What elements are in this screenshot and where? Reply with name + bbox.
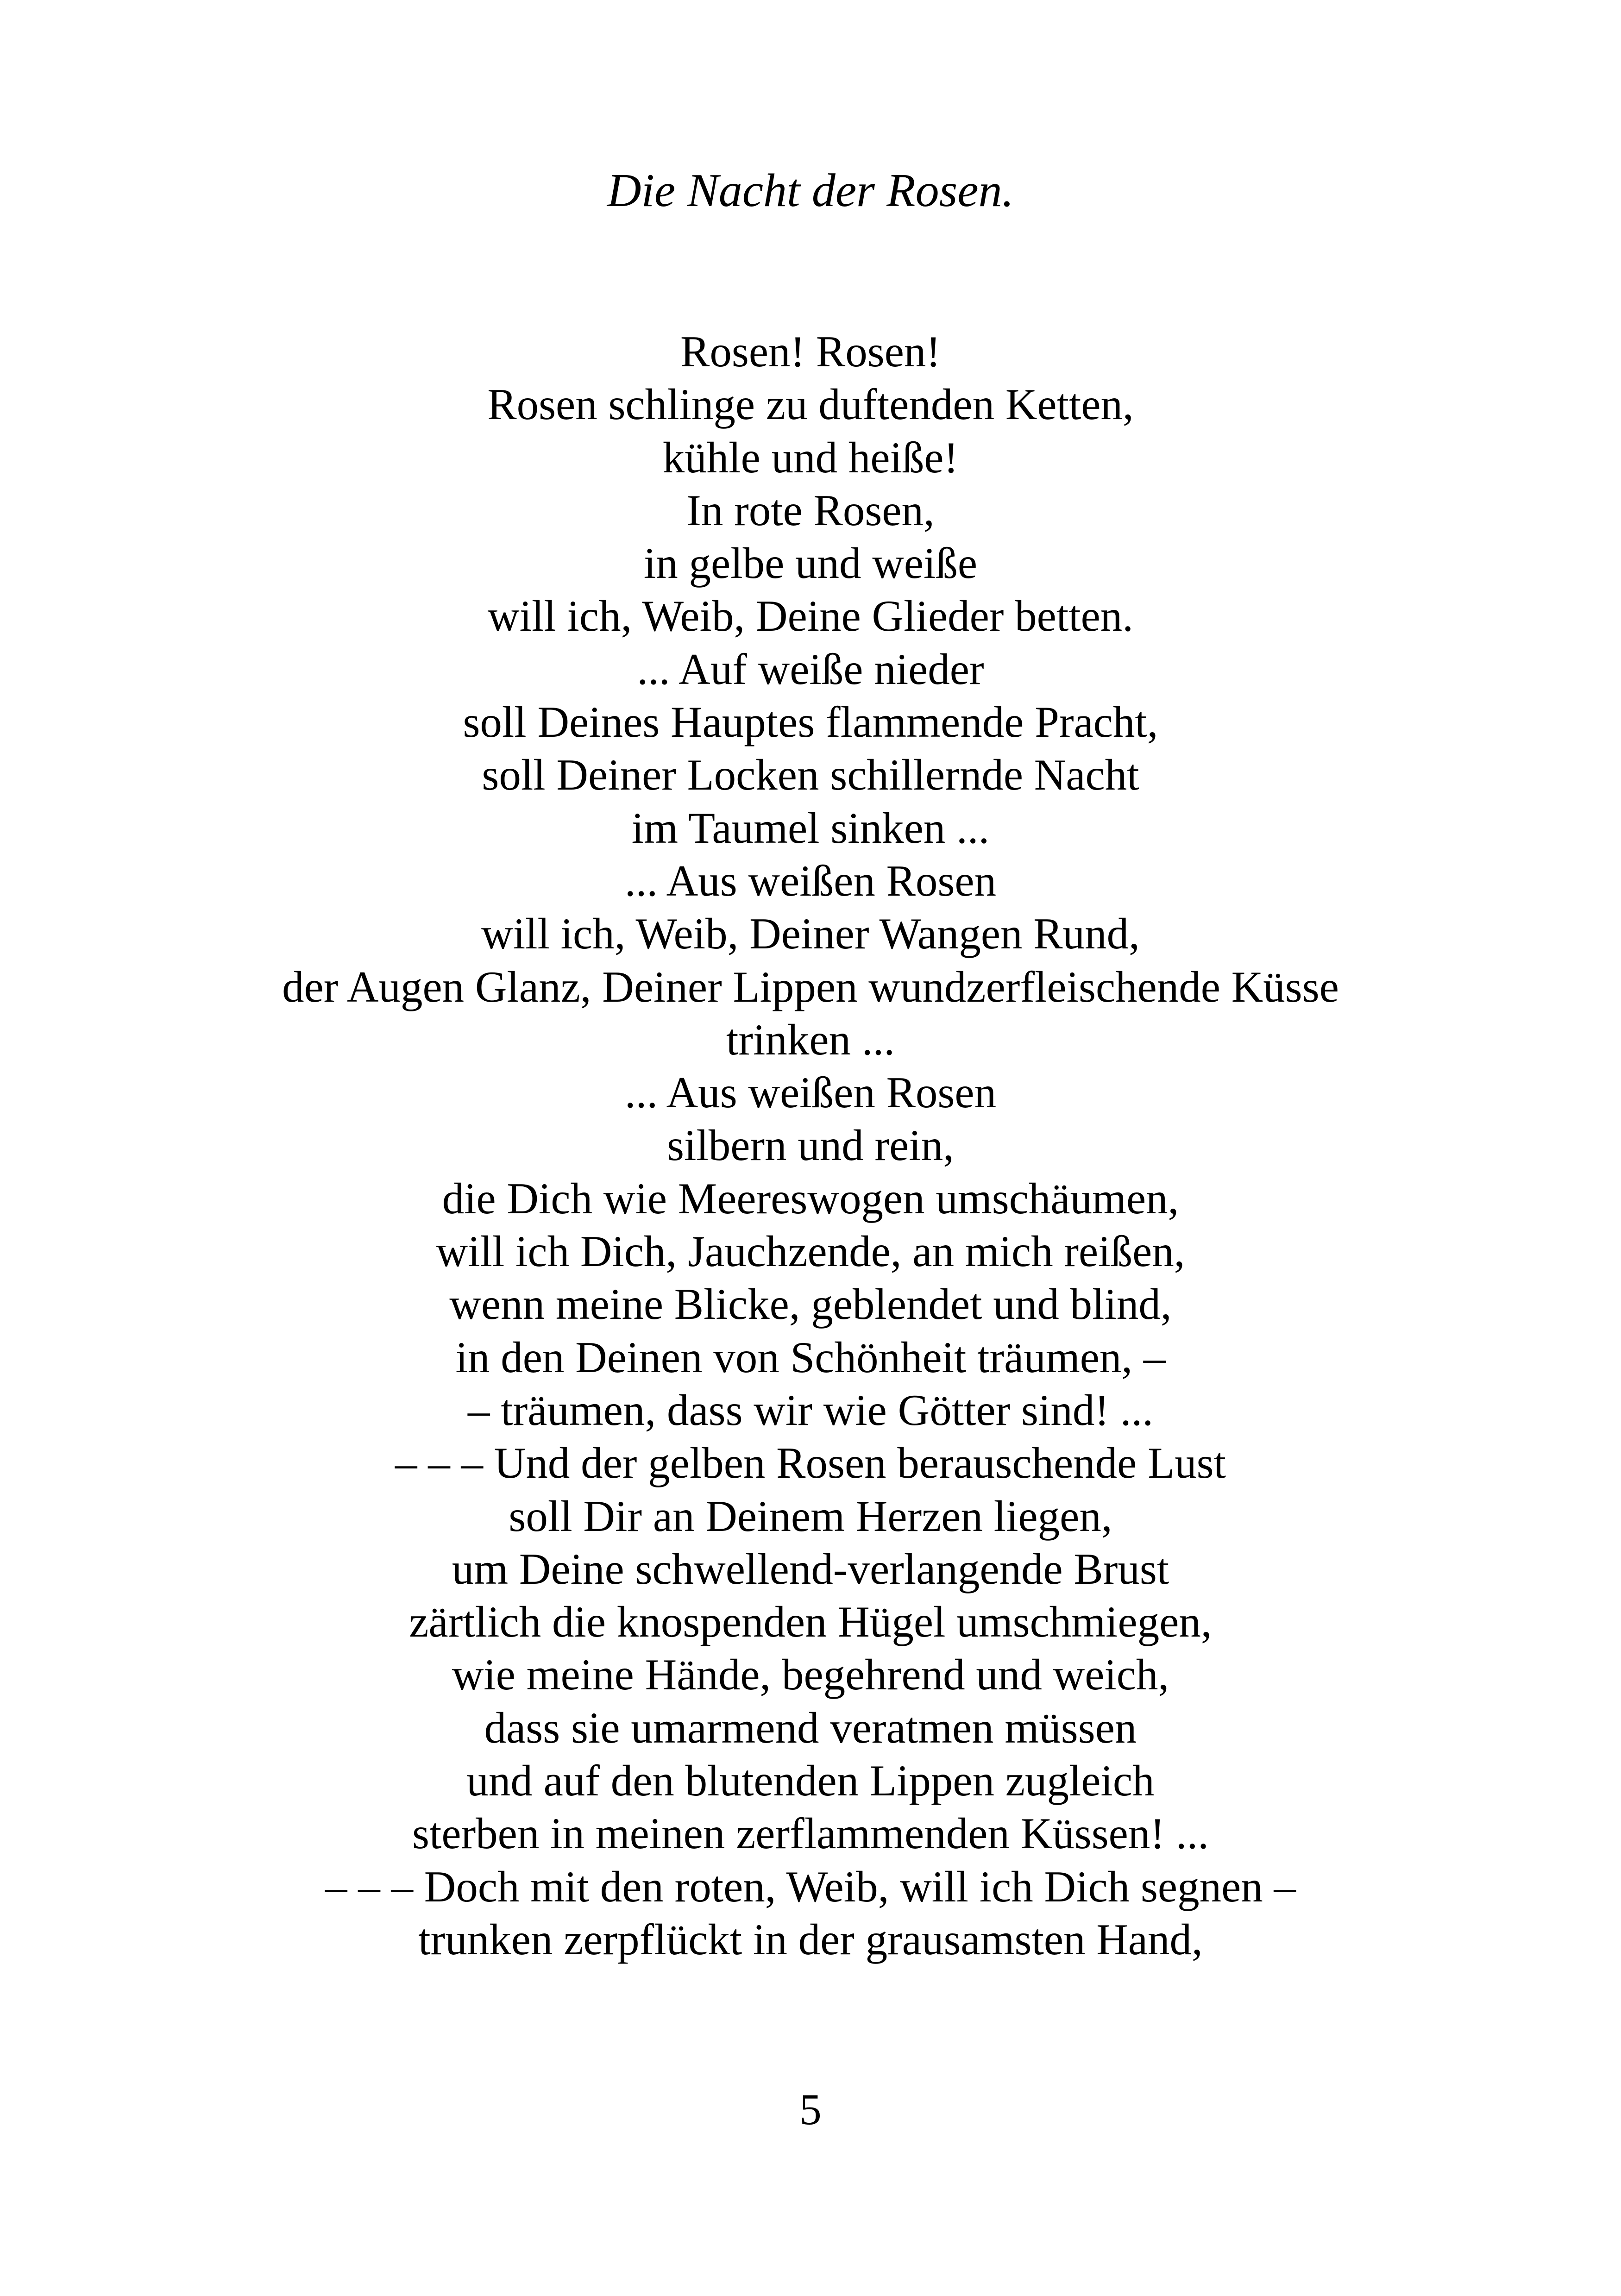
poem-line: sterben in meinen zerflammenden Küssen! ... [412,1809,1209,1858]
poem-line: im Taumel sinken ... [631,803,990,853]
poem-line: und auf den blutenden Lippen zugleich [466,1756,1155,1806]
poem-line: dass sie umarmend veratmen müssen [484,1703,1137,1752]
poem-line: in den Deinen von Schönheit träumen, – [455,1332,1166,1382]
poem-line: die Dich wie Meereswogen umschäumen, [442,1173,1179,1223]
page-number: 5 [799,2085,822,2134]
poem-line: wenn meine Blicke, geblendet und blind, [449,1280,1172,1329]
poem-line: In rote Rosen, [686,485,935,535]
poem-line: ... Aus weißen Rosen [624,1068,997,1117]
poem-line: ... Auf weiße nieder [637,644,984,694]
poem-line: der Augen Glanz, Deiner Lippen wundzerfleischende Küsse [282,962,1339,1011]
poem-line: – – – Doch mit den roten, Weib, will ich Dich segnen – [325,1862,1296,1911]
poem-line: soll Deines Hauptes flammende Pracht, [463,697,1158,747]
poem-line: will ich, Weib, Deiner Wangen Rund, [481,909,1140,959]
poem-body [0,325,1621,1966]
poem-line: – – – Und der gelben Rosen berauschende Lust [395,1438,1226,1488]
poem-line: Rosen schlinge zu duftenden Ketten, [487,380,1134,429]
poem-line: wie meine Hände, begehrend und weich, [452,1650,1169,1700]
poem-line: kühle und heiße! [662,433,959,482]
poem-title: Die Nacht der Rosen. [607,164,1014,217]
poem-line: in gelbe und weiße [643,539,978,588]
poem-line: will ich, Weib, Deine Glieder betten. [487,591,1134,641]
poem-line: trinken ... [726,1015,895,1064]
poem-line: silbern und rein, [666,1121,954,1170]
poem-line: will ich Dich, Jauchzende, an mich reißen, [436,1227,1185,1276]
poem-line: ... Aus weißen Rosen [624,856,997,905]
poem-line: soll Dir an Deinem Herzen liegen, [509,1491,1112,1541]
poem-line: trunken zerpflückt in der grausamsten Hand, [418,1914,1203,1964]
poem-line: – träumen, dass wir wie Götter sind! ... [467,1385,1154,1435]
poem-line: um Deine schwellend-verlangende Brust [452,1544,1169,1593]
poem-line: zärtlich die knospenden Hügel umschmiegen, [409,1597,1212,1647]
poem-line: Rosen! Rosen! [680,327,941,376]
poem-line: soll Deiner Locken schillernde Nacht [482,750,1139,800]
